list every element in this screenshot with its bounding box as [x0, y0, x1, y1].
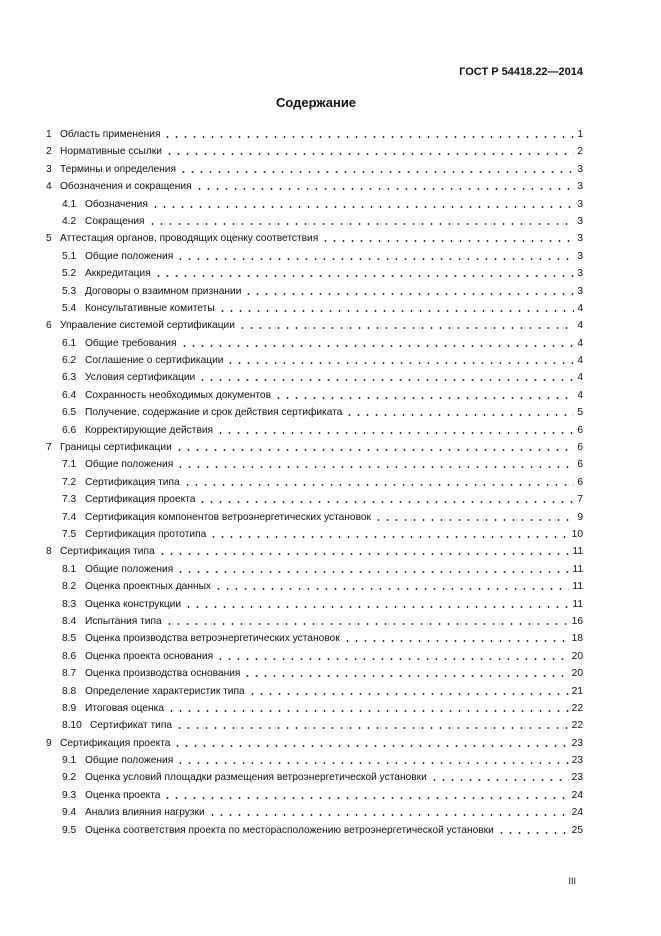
toc-entry-page: 4 — [577, 320, 583, 332]
toc-entry[interactable] — [46, 508, 583, 525]
toc-entry[interactable] — [46, 177, 583, 194]
dot-leader — [148, 213, 575, 225]
toc-entry-title: Границы сертификации — [60, 442, 172, 454]
dot-leader — [214, 578, 569, 590]
toc-entry-number: 7.5 — [62, 528, 77, 540]
dot-leader — [165, 143, 574, 155]
toc-entry-number: 8.9 — [62, 702, 77, 714]
toc-entry[interactable] — [46, 786, 583, 803]
toc-entry-number: 7.3 — [62, 494, 77, 506]
toc-entry-number: 5.2 — [62, 268, 77, 280]
toc-entry-title: Итоговая оценка — [85, 702, 165, 714]
dot-leader — [430, 769, 569, 781]
toc-entry[interactable] — [46, 682, 583, 699]
toc-entry[interactable] — [46, 299, 583, 316]
toc-entry-title: Аттестация органов, проводящих оценку соответствия — [60, 233, 319, 245]
toc-entry-number: 8.8 — [62, 685, 77, 697]
toc-entry-title: Договоры о взаимном признании — [85, 285, 242, 297]
toc-entry-number: 5.1 — [62, 250, 77, 262]
toc-entry-page: 6 — [577, 442, 583, 454]
toc-entry-title: Управление системой сертификации — [60, 320, 235, 332]
toc-entry[interactable] — [46, 368, 583, 385]
toc-entry-page: 10 — [571, 528, 583, 540]
toc-entry-page: 3 — [577, 181, 583, 193]
toc-entry-number: 8.2 — [62, 581, 77, 593]
toc-entry-number: 4 — [46, 181, 52, 193]
toc-entry-title: Оценка конструкции — [85, 598, 182, 610]
toc-entry-page: 23 — [571, 772, 583, 784]
toc-entry-page: 9 — [577, 511, 583, 523]
toc-entry-title: Анализ влияния нагрузки — [85, 807, 205, 819]
toc-entry-number: 8.1 — [62, 563, 77, 575]
toc-entry-page: 4 — [577, 372, 583, 384]
toc-entry-title: Область применения — [60, 129, 161, 140]
toc-entry-page: 24 — [571, 789, 583, 801]
dot-leader — [163, 787, 568, 799]
dot-leader — [243, 665, 568, 677]
dot-leader — [208, 804, 569, 816]
toc-entry-title: Термины и определения — [60, 163, 176, 175]
toc-entry-number: 5.4 — [62, 302, 77, 314]
dot-leader — [167, 700, 569, 712]
toc-entry-page: 20 — [571, 650, 583, 662]
toc-entry-number: 9.3 — [62, 789, 77, 801]
toc-entry-number: 7 — [46, 442, 52, 454]
toc-entry-title: Соглашение о сертификации — [85, 355, 224, 367]
toc-entry[interactable] — [46, 229, 583, 246]
toc-entry-title: Сертификация типа — [85, 476, 180, 488]
toc-entry[interactable] — [46, 612, 583, 629]
toc-entry-number: 7.4 — [62, 511, 77, 523]
dot-leader — [176, 752, 568, 764]
toc-entry[interactable] — [46, 264, 583, 281]
toc-entry-title: Оценка проекта основания — [85, 650, 214, 662]
toc-entry-title: Оценка соответствия проекта по месторасположению ветроэнергетической установки — [85, 824, 494, 836]
toc-entry-number: 8.7 — [62, 668, 77, 680]
toc-entry-title: Нормативные ссылки — [60, 146, 162, 158]
toc-entry[interactable] — [46, 647, 583, 664]
page-title: Содержание — [275, 95, 357, 110]
dot-leader — [175, 717, 569, 729]
toc-entry[interactable] — [46, 334, 583, 351]
toc-entry[interactable] — [46, 734, 583, 751]
toc-entry-page: 25 — [571, 824, 583, 836]
toc-entry-number: 9.2 — [62, 772, 77, 784]
toc-entry[interactable] — [46, 438, 583, 455]
toc-entry[interactable] — [46, 560, 583, 577]
toc-entry-page: 24 — [571, 807, 583, 819]
toc-entry-title: Корректирующие действия — [85, 424, 214, 436]
page-number: III — [568, 876, 576, 886]
toc-entry-title: Оценка проектных данных — [85, 581, 212, 593]
dot-leader — [218, 300, 575, 312]
toc-entry-number: 4.2 — [62, 215, 77, 227]
toc-entry-page: 18 — [571, 633, 583, 645]
toc-entry-page: 3 — [577, 250, 583, 262]
toc-entry-title: Испытания типа — [85, 615, 162, 627]
toc-entry-title: Общие положения — [85, 459, 174, 471]
dot-leader — [165, 613, 569, 625]
toc-entry-title: Сертификация компонентов ветроэнергетических установок — [85, 511, 372, 523]
toc-entry-number: 8.6 — [62, 650, 77, 662]
dot-leader — [163, 126, 574, 138]
dot-leader — [198, 369, 574, 381]
dot-leader — [175, 439, 575, 451]
toc-entry-number: 6.5 — [62, 407, 77, 419]
dot-leader — [183, 474, 575, 486]
toc-entry-number: 6.2 — [62, 355, 77, 367]
toc-entry-number: 8.4 — [62, 615, 77, 627]
toc-entry-title: Обозначения и сокращения — [60, 181, 192, 193]
toc-entry-title: Оценка производства основания — [85, 668, 241, 680]
toc-entry[interactable] — [46, 821, 583, 838]
toc-entry-number: 8.3 — [62, 598, 77, 610]
toc-entry-page: 20 — [571, 668, 583, 680]
dot-leader — [244, 283, 574, 295]
toc-entry[interactable] — [46, 316, 583, 333]
toc-entry[interactable] — [46, 716, 583, 733]
dot-leader — [226, 352, 574, 364]
toc-entry[interactable] — [46, 629, 583, 646]
toc-entry-number: 9.4 — [62, 807, 77, 819]
toc-entry[interactable] — [46, 751, 583, 768]
dot-leader — [274, 387, 574, 399]
toc-entry-number: 3 — [46, 163, 52, 175]
toc-entry[interactable] — [46, 577, 583, 594]
toc-entry-title: Оценка проекта — [85, 789, 161, 801]
toc-entry-page: 6 — [577, 459, 583, 471]
toc-entry[interactable] — [46, 160, 583, 177]
toc-entry-title: Аккредитация — [85, 268, 151, 280]
dot-leader — [343, 630, 569, 642]
toc-entry-page: 11 — [572, 563, 583, 575]
toc-entry-title: Определение характеристик типа — [85, 685, 245, 697]
toc-entry[interactable] — [46, 351, 583, 368]
toc-entry-page: 11 — [572, 598, 583, 610]
dot-leader — [176, 248, 574, 260]
toc-entry-title: Условия сертификации — [85, 372, 196, 384]
toc-entry-number: 9.5 — [62, 824, 77, 836]
toc-entry[interactable] — [46, 403, 583, 420]
toc-entry[interactable] — [46, 803, 583, 820]
toc-entry-number: 9 — [46, 737, 52, 749]
dot-leader — [158, 543, 570, 555]
toc-entry-number: 9.1 — [62, 755, 77, 767]
toc-entry-number: 7.2 — [62, 476, 77, 488]
toc-entry-title: Сертификация прототипа — [85, 528, 207, 540]
toc-entry[interactable] — [46, 142, 583, 159]
toc-entry[interactable] — [46, 282, 583, 299]
toc-entry-page: 3 — [577, 163, 583, 175]
toc-entry-number: 7.1 — [62, 459, 77, 471]
toc-entry-number: 8.5 — [62, 633, 77, 645]
toc-entry-title: Сертификат типа — [90, 720, 173, 732]
toc-entry-page: 3 — [577, 233, 583, 245]
dot-leader — [374, 509, 574, 521]
dot-leader — [248, 683, 569, 695]
toc-entry-title: Сертификация проекта — [85, 494, 196, 506]
toc-entry-page: 4 — [577, 355, 583, 367]
toc-entry-page: 11 — [572, 581, 583, 593]
toc-entry-number: 1 — [46, 129, 52, 140]
toc-entry-title: Сохранность необходимых документов — [85, 389, 271, 401]
toc-entry-number: 6 — [46, 320, 52, 332]
toc-entry-title: Общие положения — [85, 755, 174, 767]
toc-entry-title: Общие положения — [85, 250, 174, 262]
toc-entry-page: 2 — [577, 146, 583, 158]
dot-leader — [497, 822, 569, 834]
toc-entry-page: 3 — [577, 285, 583, 297]
toc-entry[interactable] — [46, 595, 583, 612]
toc-entry-number: 4.1 — [62, 198, 77, 210]
toc-entry-page: 22 — [571, 702, 583, 714]
dot-leader — [176, 456, 574, 468]
toc-entry-number: 8 — [46, 546, 52, 558]
toc-entry-number: 6.3 — [62, 372, 77, 384]
toc-entry[interactable] — [46, 455, 583, 472]
dot-leader — [216, 648, 569, 660]
document-code: ГОСТ Р 54418.22—2014 — [459, 66, 583, 78]
dot-leader — [179, 161, 574, 173]
toc-entry-page: 3 — [577, 198, 583, 210]
dot-leader — [173, 735, 568, 747]
toc-entry[interactable] — [46, 125, 583, 142]
toc-entry-number: 6.4 — [62, 389, 77, 401]
toc-entry-title: Сертификация проекта — [60, 737, 171, 749]
dot-leader — [184, 596, 569, 608]
toc-entry-title: Общие требования — [85, 337, 177, 349]
dot-leader — [238, 317, 574, 329]
toc-entry-page: 22 — [571, 720, 583, 732]
toc-entry-number: 5.3 — [62, 285, 77, 297]
toc-entry-title: Обозначения — [85, 198, 148, 210]
toc-entry-page: 3 — [577, 268, 583, 280]
toc-entry-title: Сертификация типа — [60, 546, 155, 558]
dot-leader — [198, 491, 574, 503]
toc-entry-page: 1 — [577, 129, 583, 140]
toc-entry[interactable] — [46, 195, 583, 212]
toc-entry[interactable] — [46, 664, 583, 681]
toc-entry-title: Общие положения — [85, 563, 174, 575]
toc-entry-title: Оценка условий площадки размещения ветроэнергетической установки — [85, 772, 427, 784]
dot-leader — [180, 335, 575, 347]
dot-leader — [176, 561, 569, 573]
table-of-contents — [46, 125, 583, 838]
toc-entry-number: 8.10 — [62, 720, 82, 732]
toc-entry-page: 3 — [577, 215, 583, 227]
toc-entry[interactable] — [46, 421, 583, 438]
toc-entry-page: 23 — [571, 755, 583, 767]
toc-entry[interactable] — [46, 525, 583, 542]
dot-leader — [151, 196, 574, 208]
toc-entry-title: Сокращения — [85, 215, 145, 227]
toc-entry[interactable] — [46, 768, 583, 785]
toc-entry-number: 6.1 — [62, 337, 77, 349]
toc-entry-page: 4 — [577, 337, 583, 349]
toc-entry[interactable] — [46, 490, 583, 507]
toc-entry-page: 5 — [577, 407, 583, 419]
dot-leader — [209, 526, 568, 538]
toc-entry-page: 11 — [572, 546, 583, 558]
dot-leader — [195, 178, 575, 190]
toc-entry[interactable] — [46, 699, 583, 716]
toc-entry-number: 2 — [46, 146, 52, 158]
toc-entry[interactable] — [46, 212, 583, 229]
dot-leader — [216, 422, 574, 434]
toc-entry-page: 4 — [577, 302, 583, 314]
toc-entry-page: 6 — [577, 476, 583, 488]
toc-entry-page: 23 — [571, 737, 583, 749]
toc-entry-page: 6 — [577, 424, 583, 436]
dot-leader — [321, 230, 574, 242]
toc-entry-page: 16 — [571, 615, 583, 627]
toc-entry-page: 7 — [577, 494, 583, 506]
dot-leader — [154, 265, 575, 277]
toc-entry[interactable] — [46, 247, 583, 264]
toc-entry[interactable] — [46, 473, 583, 490]
toc-entry-title: Получение, содержание и срок действия сертификата — [85, 407, 343, 419]
toc-entry[interactable] — [46, 542, 583, 559]
toc-entry-page: 4 — [577, 389, 583, 401]
toc-entry-title: Консультативные комитеты — [85, 302, 215, 314]
toc-entry[interactable] — [46, 386, 583, 403]
toc-entry-number: 6.6 — [62, 424, 77, 436]
toc-entry-number: 5 — [46, 233, 52, 245]
toc-entry-title: Оценка производства ветроэнергетических установок — [85, 633, 340, 645]
dot-leader — [345, 404, 574, 416]
toc-entry-page: 21 — [571, 685, 583, 697]
